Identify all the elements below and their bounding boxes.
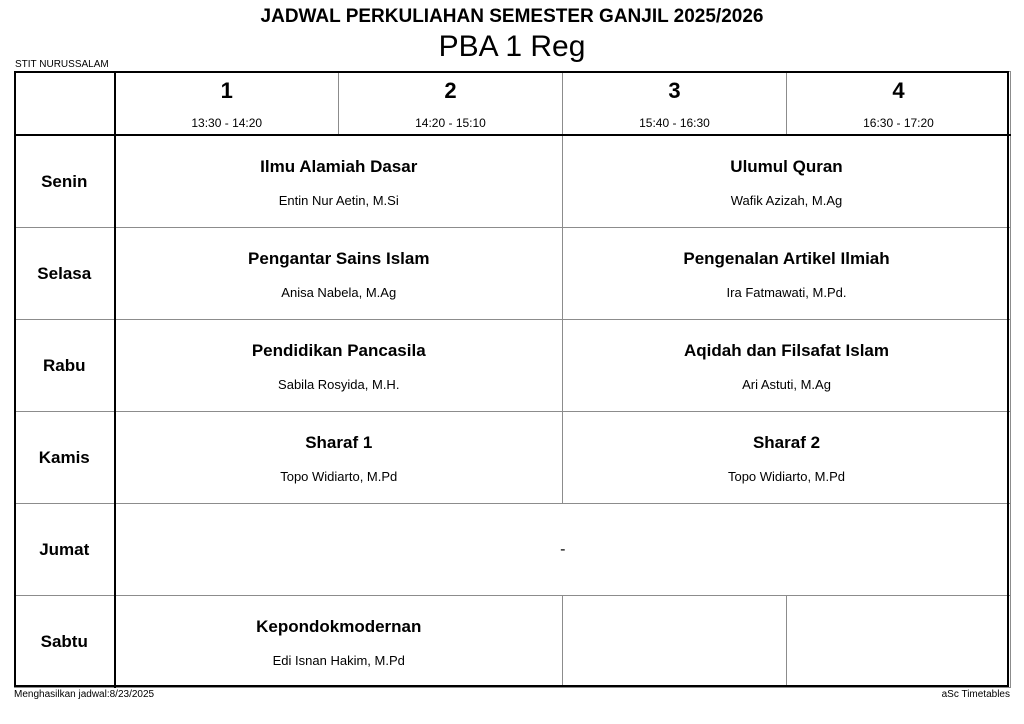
period-number: 4 — [892, 78, 905, 103]
teacher-name: Wafik Azizah, M.Ag — [730, 193, 843, 208]
lesson-cell — [563, 320, 1011, 412]
period-time: 13:30 - 14:20 — [191, 116, 263, 130]
subject-name: Aqidah dan Filsafat Islam — [684, 341, 889, 360]
subject-name: Pengenalan Artikel Ilmiah — [683, 249, 890, 268]
period-header-row — [15, 72, 1011, 136]
day-label: Kamis — [15, 412, 115, 504]
subject-name: Sharaf 2 — [752, 433, 821, 452]
lesson-cell — [563, 228, 1011, 320]
day-row-sabtu — [15, 596, 1011, 688]
day-row-jumat — [15, 504, 1011, 596]
lesson-cell — [115, 320, 563, 412]
period-header — [787, 72, 1011, 136]
day-label: Jumat — [15, 504, 115, 596]
subject-name: Sharaf 1 — [305, 433, 373, 452]
lesson-cell — [115, 596, 563, 688]
software-credit: aSc Timetables — [941, 689, 1010, 700]
day-row-rabu — [15, 320, 1011, 412]
period-time: 15:40 - 16:30 — [639, 116, 710, 130]
subject-name: Ulumul Quran — [730, 157, 843, 176]
day-label: Sabtu — [15, 596, 115, 688]
lesson-cell — [563, 412, 1011, 504]
teacher-name: Topo Widiarto, M.Pd — [280, 469, 398, 484]
day-row-kamis — [15, 412, 1011, 504]
generated-date: Menghasilkan jadwal:8/23/2025 — [14, 689, 155, 700]
subject-name: Kepondokmodernan — [256, 617, 422, 636]
teacher-name: Topo Widiarto, M.Pd — [727, 469, 846, 484]
teacher-name: Sabila Rosyida, M.H. — [278, 377, 400, 392]
empty-cell — [563, 596, 787, 688]
corner-cell — [15, 72, 115, 136]
day-label: Rabu — [15, 320, 115, 412]
teacher-name: Edi Isnan Hakim, M.Pd — [272, 653, 405, 668]
day-label: Senin — [15, 135, 115, 228]
day-row-selasa — [15, 228, 1011, 320]
period-number: 1 — [220, 78, 233, 103]
period-number: 2 — [444, 78, 457, 103]
empty-day-mark: - — [115, 504, 1011, 596]
teacher-name: Ira Fatmawati, M.Pd. — [726, 285, 847, 300]
period-header — [115, 72, 339, 136]
class-name: PBA 1 Reg — [438, 30, 586, 63]
period-time: 14:20 - 15:10 — [415, 116, 486, 130]
school-name: STIT NURUSSALAM — [15, 59, 109, 70]
empty-cell — [787, 596, 1011, 688]
page-title: JADWAL PERKULIAHAN SEMESTER GANJIL 2025/2026 — [260, 6, 764, 27]
subject-name: Pendidikan Pancasila — [251, 341, 426, 360]
period-number: 3 — [668, 78, 681, 103]
teacher-name: Entin Nur Aetin, M.Si — [278, 193, 399, 208]
period-time: 16:30 - 17:20 — [863, 116, 934, 130]
lesson-cell — [563, 135, 1011, 228]
subject-name: Ilmu Alamiah Dasar — [260, 157, 418, 176]
day-row-senin — [15, 135, 1011, 228]
period-header — [339, 72, 563, 136]
lesson-cell — [115, 228, 563, 320]
teacher-name: Anisa Nabela, M.Ag — [281, 285, 397, 300]
period-header — [563, 72, 787, 136]
teacher-name: Ari Astuti, M.Ag — [742, 377, 831, 392]
timetable — [14, 71, 1011, 688]
subject-name: Pengantar Sains Islam — [248, 249, 430, 268]
lesson-cell — [115, 135, 563, 228]
lesson-cell — [115, 412, 563, 504]
day-label: Selasa — [15, 228, 115, 320]
